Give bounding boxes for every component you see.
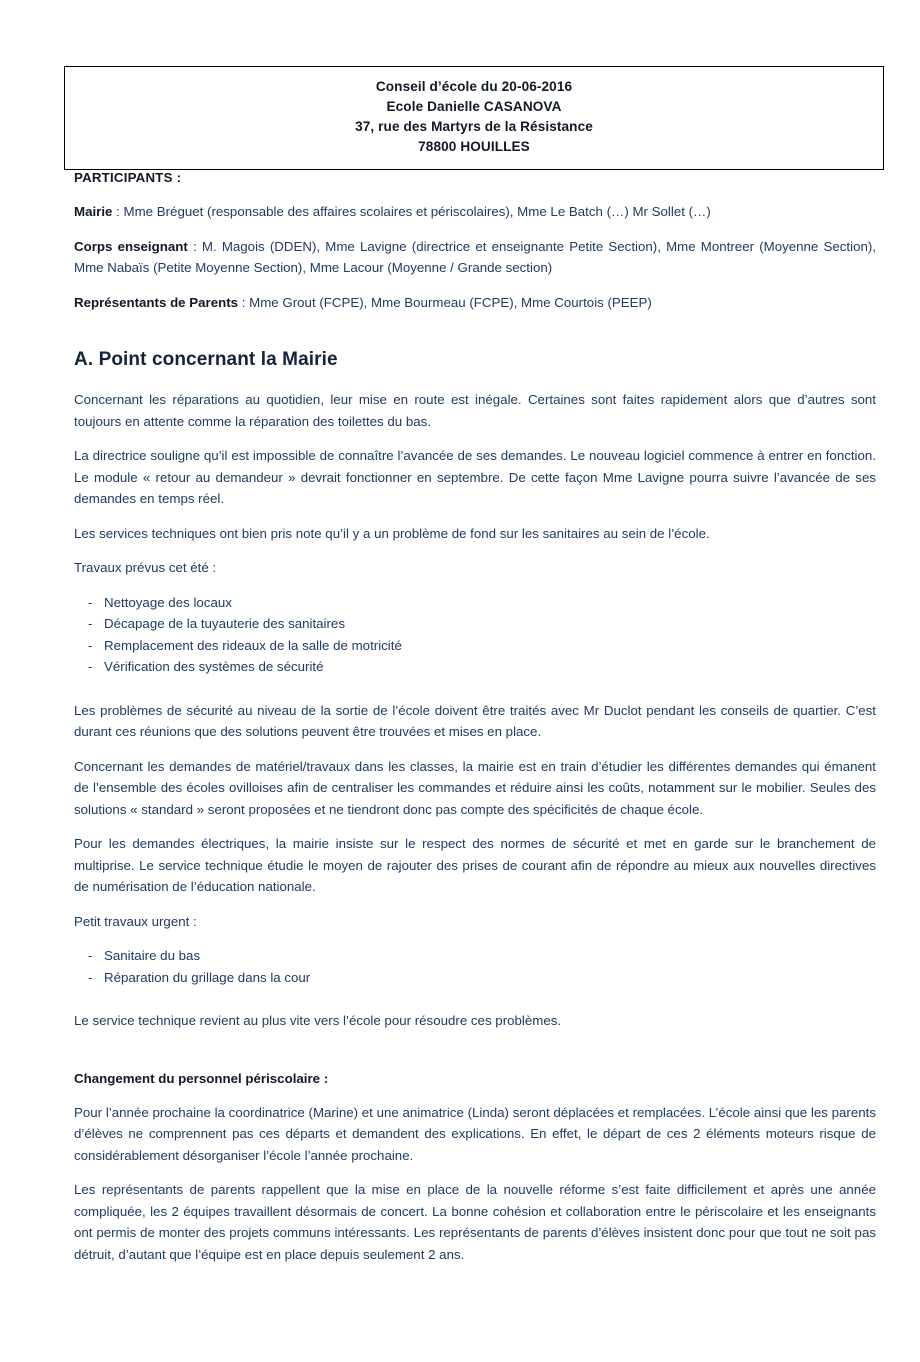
header-line-school: Ecole Danielle CASANOVA bbox=[386, 99, 562, 114]
petit-travaux-urgent-intro: Petit travaux urgent : bbox=[74, 913, 197, 929]
section-a-paragraph-2: La directrice souligne qu’il est impossible de connaître l’avancée de ses demandes. Le nouveau logiciel commence à entrer en fonction. Le module « retour au demandeur » devrait fonctionner en septembre. De cette façon Mme Lavigne pourra suivre l’avancée de ses demandes en temps réel. bbox=[74, 448, 876, 506]
list-item-label: Remplacement des rideaux de la salle de motricité bbox=[104, 637, 402, 653]
travaux-prevus-list bbox=[74, 592, 876, 678]
petit-travaux-urgent-list bbox=[74, 945, 876, 988]
header-line-postal: 78800 HOUILLES bbox=[418, 139, 530, 154]
list-item-label: Décapage de la tuyauterie des sanitaires bbox=[104, 616, 345, 631]
list-item bbox=[88, 592, 876, 614]
dash-bullet-icon: - bbox=[88, 637, 93, 653]
personnel-paragraph-1: Pour l’année prochaine la coordinatrice (Marine) et une animatrice (Linda) seront déplacées et remplacées. L’école ainsi que les parents d’élèves ne comprennent pas ces départs et demandent des explications. En effet, le départ de ces 2 éléments moteurs risque de considérablement désorganiser l’école l’année prochaine. bbox=[74, 1104, 876, 1163]
personnel-subheading: Changement du personnel périscolaire : bbox=[74, 1070, 329, 1086]
list-item bbox=[88, 967, 876, 989]
spacer bbox=[74, 1045, 876, 1071]
spacer bbox=[74, 692, 876, 700]
section-a-paragraph-7: Le service technique revient au plus vite vers l’école pour résoudre ces problèmes. bbox=[74, 1013, 562, 1028]
list-item-label: Réparation du grillage dans la cour bbox=[104, 969, 311, 985]
participants-row-representants-parents bbox=[74, 292, 876, 314]
spacer bbox=[74, 1002, 876, 1010]
list-item bbox=[88, 635, 876, 657]
participants-text-mairie: : Mme Bréguet (responsable des affaires scolaires et périscolaires), Mme Le Batch (…) Mr Sollet (…) bbox=[112, 204, 711, 219]
section-a-paragraph-3: Les services techniques ont bien pris note qu’il y a un problème de fond sur les sanitaires au sein de l’école. bbox=[74, 525, 710, 541]
travaux-prevus-intro: Travaux prévus cet été : bbox=[74, 560, 217, 575]
dash-bullet-icon: - bbox=[88, 969, 93, 985]
participants-text-representants-parents: : Mme Grout (FCPE), Mme Bourmeau (FCPE), Mme Courtois (PEEP) bbox=[238, 294, 652, 310]
dash-bullet-icon: - bbox=[88, 616, 93, 631]
list-item bbox=[88, 613, 876, 635]
list-item-label: Sanitaire du bas bbox=[104, 948, 201, 963]
document-body bbox=[74, 170, 876, 1278]
participants-text-corps-enseignant: : M. Magois (DDEN), Mme Lavigne (directrice et enseignante Petite Section), Mme Montreer (Moyenne Section), Mme Nabaïs (Petite Moyenne Section), Mme Lacour (Moyenne / Grande section) bbox=[74, 238, 876, 275]
header-line-address: 37, rue des Martyrs de la Résistance bbox=[355, 119, 593, 134]
participants-title: PARTICIPANTS : bbox=[74, 170, 182, 185]
section-a-paragraph-5: Concernant les demandes de matériel/travaux dans les classes, la mairie est en train d’étudier les différentes demandes qui émanent de l’ensemble des écoles ovilloises afin de centraliser les commandes et réduire ainsi les coûts, notamment sur le mobilier. Seules des solutions « standard » seront proposées et ne tiendront donc pas compte des spécificités de chaque école. bbox=[74, 758, 876, 817]
list-item bbox=[88, 656, 876, 678]
participants-label-mairie: Mairie bbox=[74, 204, 113, 219]
personnel-paragraph-2: Les représentants de parents rappellent que la mise en place de la nouvelle réforme s’est faite difficilement et après une année compliquée, les 2 équipes travaillent désormais de concert. La bonne cohésion et collaboration entre le périscolaire et les enseignants ont permis de monter des projets communs intéressants. Les représentants de parents d’élèves insistent donc pour que tout ne soit pas détruit, d’autant que l’équipe est en place depuis seulement 2 ans. bbox=[74, 1182, 876, 1262]
section-a-paragraph-6: Pour les demandes électriques, la mairie insiste sur le respect des normes de sécurité et met en garde sur le branchement de multiprise. Le service technique étudie le moyen de rajouter des prises de courant afin de répondre au mieux aux nouvelles directives de numérisation de l’éducation nationale. bbox=[74, 836, 876, 894]
section-heading-a: A. Point concernant la Mairie bbox=[74, 349, 338, 370]
participants-row-corps-enseignant bbox=[74, 236, 876, 279]
list-item bbox=[88, 945, 876, 967]
participants-label-representants-parents: Représentants de Parents bbox=[74, 294, 239, 310]
dash-bullet-icon: - bbox=[88, 948, 93, 963]
section-a-paragraph-1: Concernant les réparations au quotidien, leur mise en route est inégale. Certaines sont faites rapidement alors que d’autres sont toujours en attente comme la réparation des toilettes du bas. bbox=[74, 392, 876, 429]
document-header-box bbox=[64, 66, 884, 170]
dash-bullet-icon: - bbox=[88, 594, 93, 610]
participants-label-corps-enseignant: Corps enseignant bbox=[74, 238, 188, 254]
header-line-title: Conseil d’école du 20-06-2016 bbox=[375, 79, 573, 94]
participants-row-mairie bbox=[74, 201, 876, 223]
section-a-paragraph-4: Les problèmes de sécurité au niveau de la sortie de l’école doivent être traités avec Mr Duclot pendant les conseils de quartier. C’est durant ces réunions que des solutions peuvent être trouvées et mises en place. bbox=[74, 702, 876, 739]
list-item-label: Nettoyage des locaux bbox=[104, 594, 232, 610]
list-item-label: Vérification des systèmes de sécurité bbox=[104, 659, 324, 674]
dash-bullet-icon: - bbox=[88, 659, 93, 674]
